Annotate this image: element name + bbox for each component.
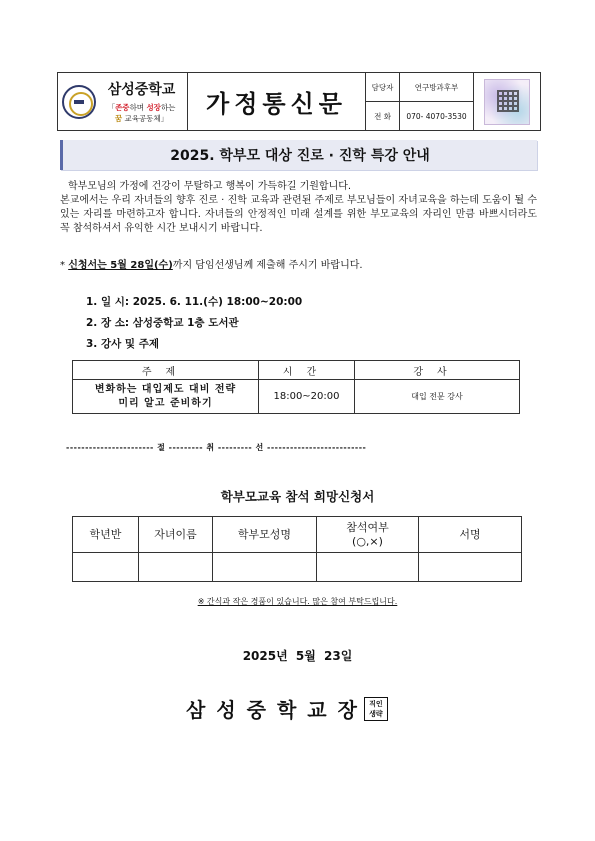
- school-emblem-icon: [62, 85, 96, 119]
- notice-bullet: *: [60, 260, 69, 271]
- contact-row-department: [366, 73, 473, 101]
- seal-line: 생략: [369, 709, 383, 718]
- qr-code-icon: [484, 79, 530, 125]
- official-seal: [364, 697, 388, 721]
- document-title: 가정통신문: [206, 90, 347, 118]
- slogan-open: 「: [107, 102, 116, 112]
- application-title: 학부모교육 참석 희망신청서: [220, 489, 375, 504]
- header-lecturer: 강사: [355, 361, 520, 380]
- event-details: [86, 292, 302, 355]
- time-cell: 18:00~20:00: [259, 380, 355, 414]
- header-topic: 주제: [73, 361, 259, 380]
- schedule-table: [72, 360, 520, 414]
- slogan-respect: 존중: [115, 102, 130, 112]
- detail-lecture: 3. 강사 및 주제: [86, 338, 159, 350]
- contact-label: 담당자: [366, 73, 400, 101]
- slogan-dream: 꿈: [114, 114, 123, 123]
- announcement-banner: 2025. 학부모 대상 진로 · 진학 특강 안내: [60, 140, 537, 170]
- contact-value: 070- 4070-3530: [406, 111, 467, 121]
- col-class: 학년반: [73, 517, 139, 553]
- col-parent-name: 학부모성명: [213, 517, 317, 553]
- principal-title: 삼성중학교장: [186, 698, 368, 722]
- contact-row-phone: [366, 101, 473, 130]
- letter-header: [57, 72, 541, 131]
- attendance-hint: (○,×): [352, 534, 383, 548]
- lecturer-cell: 대입 전문 강사: [355, 380, 520, 414]
- col-attendance: [317, 517, 419, 553]
- title-cell: [188, 73, 366, 130]
- table-row: [73, 553, 522, 582]
- topic-cell: [73, 380, 259, 414]
- intro-text: [60, 180, 537, 236]
- contact-label: 전 화: [366, 102, 400, 130]
- cut-line: ----------------------- 절 --------- 취 --------- 선 --------------------------: [66, 443, 367, 452]
- schedule-header-row: [73, 361, 520, 380]
- attendance-label: 참석여부: [346, 520, 389, 534]
- seal-line: 직인: [369, 699, 383, 708]
- slogan-text-3: 교육공동체」: [122, 114, 169, 123]
- application-header-row: [73, 517, 522, 553]
- topic-line: 변화하는 대입제도 대비 전략: [94, 383, 237, 395]
- contact-value: 연구방과후부: [414, 82, 459, 92]
- footnote: [0, 596, 595, 607]
- intro-paragraph: 본교에서는 우리 자녀들의 향후 진로 · 진학 교육과 관련된 주제로 부모님들이 자녀교육을 하는데 도움이 될 수 있는 자리를 마련하고자 합니다. 자녀들의 안정적인 미래 설계를 위한 부모교육의 자리인 만큼 바쁘시더라도 꼭 참석하셔서 유익한 시간 보내시기 바랍니다.: [60, 195, 537, 234]
- signature-input-cell[interactable]: [419, 553, 522, 582]
- school-cell: [58, 73, 188, 130]
- school-name: 삼성중학교: [107, 81, 176, 98]
- slogan-growth: 성장: [146, 102, 161, 112]
- slogan-text-1: 하며: [129, 102, 147, 112]
- attendance-input-cell[interactable]: [317, 553, 419, 582]
- qr-cell: [474, 73, 540, 130]
- notice-rest: 까지 담임선생님께 제출해 주시기 바랍니다.: [172, 260, 363, 271]
- detail-location: 2. 장 소: 삼성중학교 1층 도서관: [86, 317, 239, 329]
- issue-date: 2025년 5월 23일: [242, 649, 353, 663]
- col-signature: 서명: [419, 517, 522, 553]
- school-slogan: [96, 102, 187, 125]
- table-row: [73, 380, 520, 414]
- footnote-text: ※ 간식과 작은 경품이 있습니다. 많은 참여 부탁드립니다.: [197, 597, 398, 606]
- notice-deadline: 신청서는 5월 28일(수): [68, 260, 173, 271]
- contact-box: [366, 73, 474, 130]
- parent-name-input-cell[interactable]: [213, 553, 317, 582]
- detail-datetime: 1. 일 시: 2025. 6. 11.(수) 18:00~20:00: [86, 296, 303, 308]
- school-text: [96, 79, 187, 125]
- signature-block: [186, 694, 388, 723]
- class-input-cell[interactable]: [73, 553, 139, 582]
- slogan-text-2: 하는: [160, 102, 176, 112]
- deadline-notice: [60, 256, 363, 271]
- col-child-name: 자녀이름: [139, 517, 213, 553]
- topic-line: 미리 알고 준비하기: [118, 397, 213, 409]
- header-time: 시간: [259, 361, 355, 380]
- application-form-table: [72, 516, 522, 582]
- child-name-input-cell[interactable]: [139, 553, 213, 582]
- greeting-line: 학부모님의 가정에 건강이 무탈하고 행복이 가득하길 기원합니다.: [68, 181, 352, 192]
